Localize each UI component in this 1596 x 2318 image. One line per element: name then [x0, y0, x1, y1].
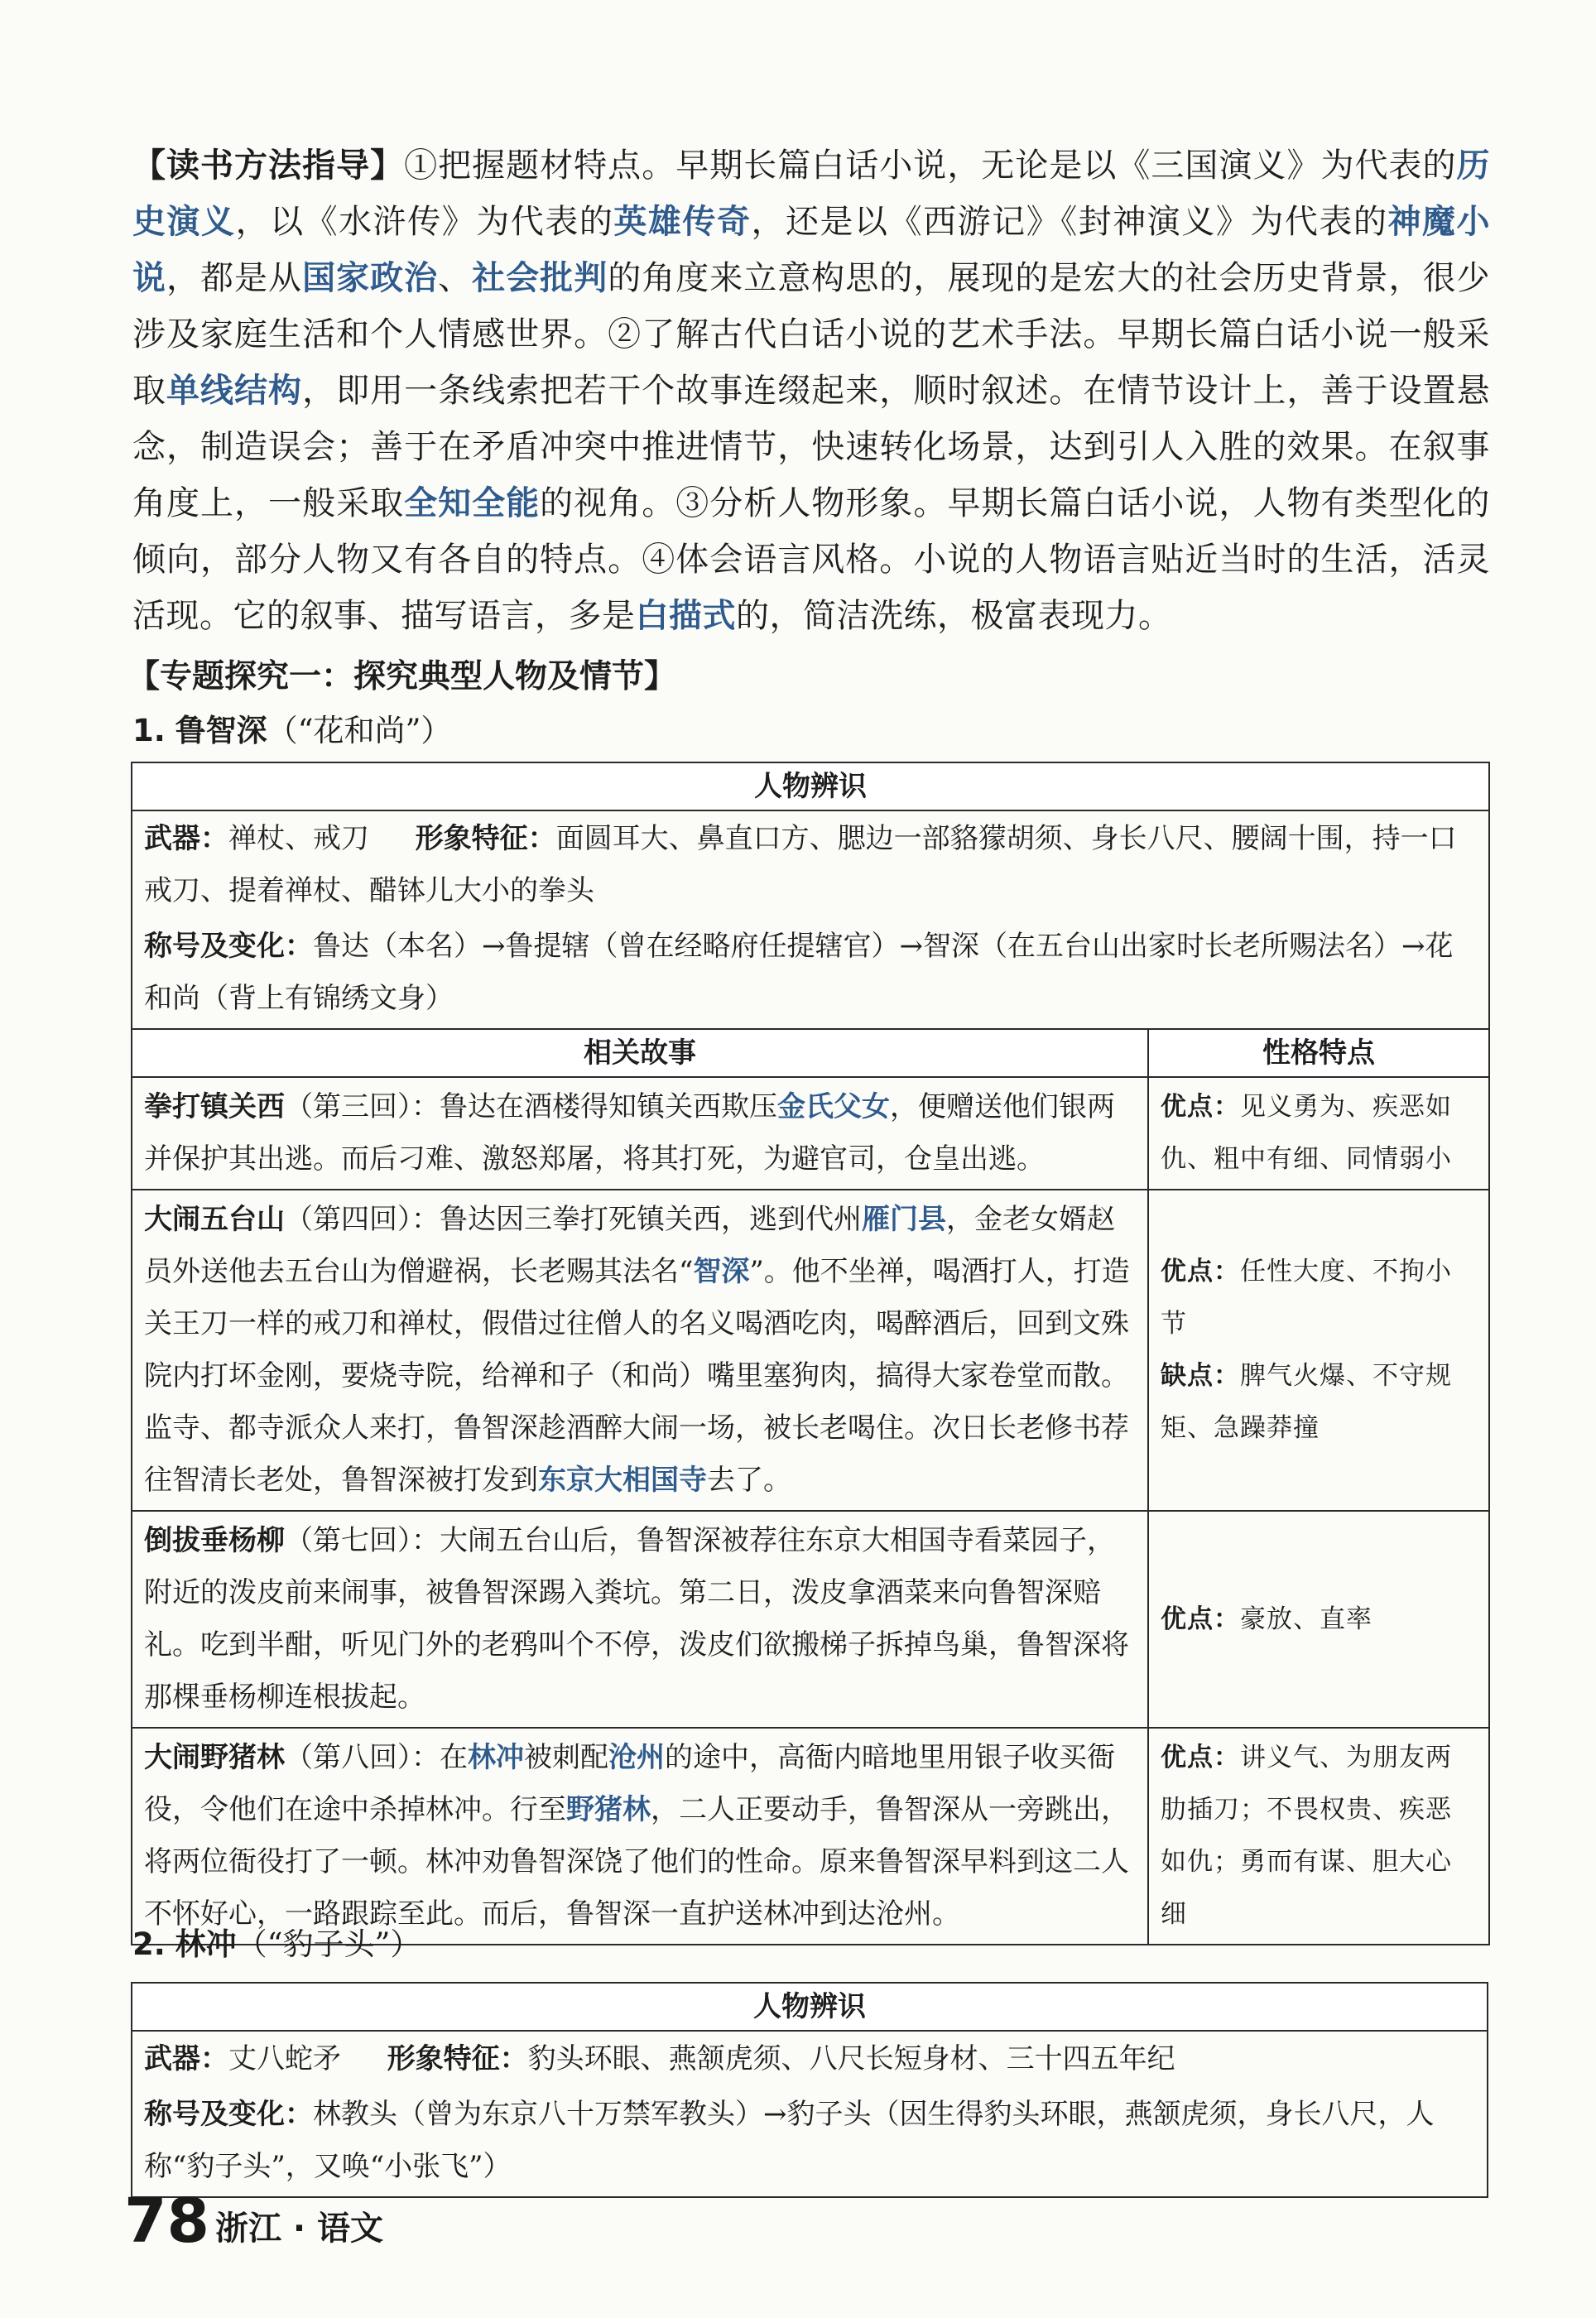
footer-label: 浙江 · 语文	[215, 2210, 384, 2248]
heading-number: 2.	[132, 1926, 166, 1962]
keyword: 林冲	[468, 1741, 524, 1774]
story-rows	[132, 1077, 1489, 1945]
heading-name: 林冲	[175, 1926, 237, 1962]
keyword: 神魔小说	[132, 203, 1491, 297]
text-run: ，以《水浒传》为代表的	[235, 203, 614, 241]
image-label: 形象特征：	[415, 822, 556, 855]
keyword: 白描式	[635, 597, 736, 635]
reading-method-guide	[132, 137, 1490, 644]
trait-text: 脾气火爆、不守规矩、急躁莽撞	[1161, 1361, 1452, 1443]
trait-text: 见义勇为、疾恶如仇、粗中有细、同情弱小	[1161, 1092, 1452, 1174]
keyword: 雁门县	[862, 1203, 946, 1236]
story-row	[132, 1190, 1489, 1511]
label: 【读书方法指导】	[132, 147, 405, 185]
story-cell	[132, 1511, 1148, 1728]
character-heading-lu	[132, 705, 451, 750]
trait-entry	[1161, 1081, 1477, 1185]
heading-nickname: （“花和尚”）	[267, 713, 452, 748]
id-header: 人物辨识	[132, 1983, 1488, 2031]
id-cell	[132, 810, 1489, 1029]
character-heading-lin	[132, 1919, 421, 1964]
story-title: 拳打镇关西	[144, 1090, 285, 1123]
keyword: 英雄传奇	[613, 203, 752, 241]
story-title: 大闹野猪林	[144, 1741, 285, 1774]
keyword: 全知全能	[404, 484, 541, 522]
trait-cell	[1148, 1077, 1489, 1190]
story-text: ”。他不坐禅，喝酒打人，打造关王刀一样的戒刀和禅杖，假借过往僧人的名义喝酒吃肉，喝醉酒后，回到文殊院内打坏金刚，要烧寺院，给禅和子（和尚）嘴里塞狗肉，搞得大家卷堂而散。监寺、都寺派众人来打，鲁智深趁酒醉大闹一场，被长老喝住。次日长老修书荐往智清长老处，鲁智深被打发到	[144, 1255, 1130, 1497]
trait-label: 优点：	[1161, 1257, 1240, 1286]
character-table-lin	[131, 1982, 1488, 2198]
trait-entry	[1161, 1350, 1477, 1455]
story-text: ，便赠送他们银两并保护其出逃。而后刁难、激怒郑屠，将其打死，为避官司，仓皇出逃。	[144, 1090, 1115, 1176]
weapon-label: 武器：	[144, 822, 228, 855]
trait-text: 豪放、直率	[1240, 1604, 1372, 1634]
section-title: 【专题探究一：探究典型人物及情节】	[127, 658, 677, 695]
story-text: （第三回）：鲁达在酒楼得知镇关西欺压	[285, 1090, 777, 1123]
story-title: 大闹五台山	[144, 1203, 285, 1236]
keyword: 单线结构	[166, 372, 303, 410]
image-value: 豹头环眼、燕颔虎须、八尺长短身材、三十四五年纪	[527, 2042, 1175, 2075]
text-run: ，都是从	[166, 259, 303, 297]
story-cell	[132, 1728, 1148, 1945]
trait-text: 讲义气、为朋友两肋插刀；不畏权贵、疾恶如仇；勇而有谋、胆大心细	[1161, 1743, 1452, 1929]
title-label: 称号及变化：	[144, 930, 313, 963]
story-row	[132, 1511, 1489, 1728]
text-run: 的视角。③分析人物形象。早期长篇白话小说，人物有类型化的倾向，部分人物又有各自的特点。④体会语言风格。小说的人物语言贴近当时的生活，活灵活现。它的叙事、描写语言，多是	[132, 484, 1491, 635]
character-table-lu	[131, 762, 1490, 1945]
keyword: 沧州	[608, 1741, 665, 1774]
text-run: 、	[438, 259, 473, 297]
story-header: 相关故事	[132, 1029, 1148, 1077]
text-run: ，即用一条线索把若干个故事连缀起来，顺时叙述。在情节设计上，善于设置悬念，制造误会；善于在矛盾冲突中推进情节，快速转化场景，达到引人入胜的效果。在叙事角度上，一般采取	[132, 372, 1491, 522]
keyword: 智深	[693, 1255, 750, 1288]
image-value: 面圆耳大、鼻直口方、腮边一部貉獴胡须、身长八尺、腰阔十围，持一口戒刀、提着禅杖、醋钵儿大小的拳头	[144, 822, 1457, 907]
keyword: 社会批判	[472, 259, 608, 297]
keyword: 东京大相国寺	[538, 1464, 707, 1497]
trait-entry	[1161, 1246, 1477, 1350]
title-value: 鲁达（本名）→鲁提辖（曾在经略府任提辖官）→智深（在五台山出家时长老所赐法名）→花和尚（背上有锦绣文身）	[144, 930, 1454, 1015]
story-text: （第四回）：鲁达因三拳打死镇关西，逃到代州	[285, 1203, 862, 1236]
heading-name: 鲁智深	[175, 713, 267, 748]
story-text: 去了。	[707, 1464, 791, 1497]
story-text: ，二人正要动手，鲁智深从一旁跳出，将两位衙役打了一顿。林冲劝鲁智深饶了他们的性命。原来鲁智深早料到这二人不怀好心，一路跟踪至此。而后，鲁智深一直护送林冲到达沧州。	[144, 1793, 1129, 1931]
weapon-value: 丈八蛇矛	[228, 2042, 341, 2075]
heading-nickname: （“豹子头”）	[236, 1926, 421, 1962]
id-header: 人物辨识	[132, 762, 1489, 810]
weapon-label: 武器：	[144, 2042, 228, 2075]
story-text: （第八回）：在	[285, 1741, 468, 1774]
trait-cell	[1148, 1190, 1489, 1511]
story-cell	[132, 1077, 1148, 1190]
title-label: 称号及变化：	[144, 2098, 313, 2131]
story-text: 的途中，高衙内暗地里用银子收买衙役，令他们在途中杀掉林冲。行至	[144, 1741, 1115, 1826]
trait-header: 性格特点	[1148, 1029, 1489, 1077]
text-run: ，还是以《西游记》《封神演义》为代表的	[751, 203, 1388, 241]
story-cell	[132, 1190, 1148, 1511]
heading-number: 1.	[132, 713, 166, 748]
id-cell	[132, 2031, 1488, 2197]
story-text: ，金老女婿赵员外送他去五台山为僧避祸，长老赐其法名“	[144, 1203, 1115, 1288]
trait-label: 优点：	[1161, 1092, 1240, 1122]
story-text: （第七回）：大闹五台山后，鲁智深被荐往东京大相国寺看菜园子，附近的泼皮前来闹事，被鲁智深踢入粪坑。第二日，泼皮拿酒菜来向鲁智深赔礼。吃到半酣，听见门外的老鸦叫个不停，泼皮们欲搬梯子拆掉鸟巢，鲁智深将那棵垂杨柳连根拔起。	[144, 1524, 1129, 1714]
page-number: 78	[124, 2186, 209, 2257]
story-row	[132, 1077, 1489, 1190]
keyword: 野猪林	[566, 1793, 651, 1826]
title-value: 林教头（曾为东京八十万禁军教头）→豹子头（因生得豹头环眼，燕颔虎须，身长八尺，人称“豹子头”，又唤“小张飞”）	[144, 2098, 1435, 2183]
story-text: 被刺配	[524, 1741, 608, 1774]
trait-cell	[1148, 1728, 1489, 1945]
story-row	[132, 1728, 1489, 1945]
text-run: 的，简洁洗练，极富表现力。	[736, 597, 1172, 635]
image-label: 形象特征：	[387, 2042, 528, 2075]
trait-entry	[1161, 1594, 1477, 1646]
keyword: 国家政治	[302, 259, 439, 297]
trait-label: 优点：	[1161, 1604, 1240, 1634]
trait-label: 缺点：	[1161, 1361, 1240, 1391]
trait-label: 优点：	[1161, 1743, 1240, 1772]
keyword: 金氏父女	[777, 1090, 890, 1123]
trait-cell	[1148, 1511, 1489, 1728]
text-run: 的角度来立意构思的，展现的是宏大的社会历史背景，很少涉及家庭生活和个人情感世界。②了解古代白话小说的艺术手法。早期长篇白话小说一般采取	[132, 259, 1491, 410]
trait-text: 任性大度、不拘小节	[1161, 1257, 1452, 1339]
text-run: ①把握题材特点。早期长篇白话小说，无论是以《三国演义》为代表的	[404, 147, 1457, 185]
trait-entry	[1161, 1732, 1477, 1940]
keyword: 历史演义	[132, 147, 1491, 241]
weapon-value: 禅杖、戒刀	[228, 822, 369, 855]
story-title: 倒拔垂杨柳	[144, 1524, 285, 1557]
